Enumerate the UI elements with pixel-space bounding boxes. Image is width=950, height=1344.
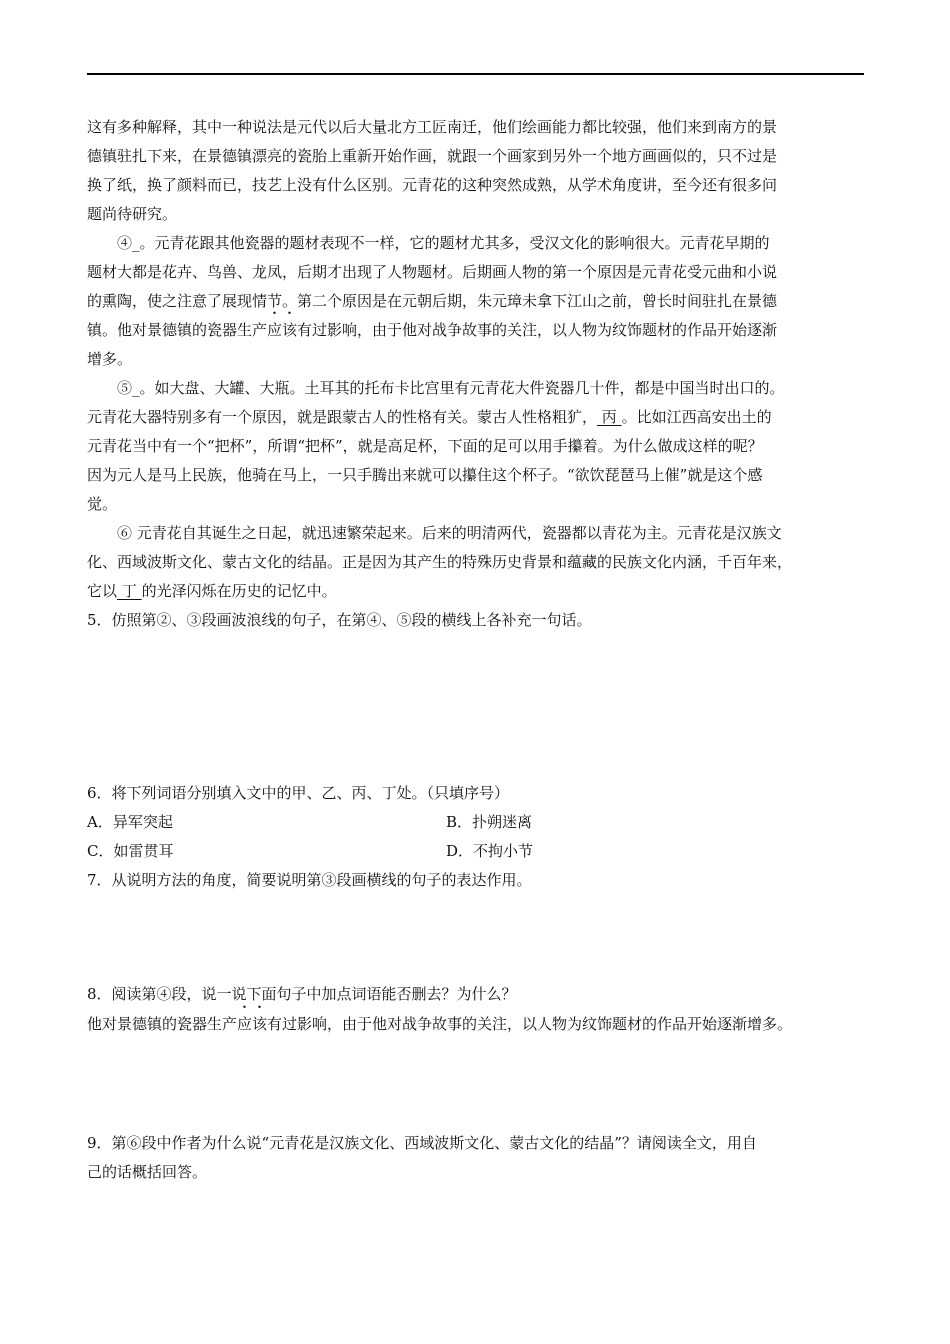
passage-line [87, 320, 777, 340]
dotted-word-char: 该 [252, 1015, 268, 1033]
option-c: C．如雷贯耳 [87, 842, 174, 860]
paragraph-4-first-line [117, 233, 770, 253]
fill-blank: _ [132, 234, 140, 252]
question-9: 9．第⑥段中作者为什么说“元青花是汉族文化、西域波斯文化、蒙古文化的结晶”？请阅读全文，用自 [87, 1134, 757, 1152]
passage-line: 德镇驻扎下来，在景德镇漂亮的瓷胎上重新开始作画，就跟一个画家到另外一个地方画画似的，只不过是 [87, 147, 778, 165]
paragraph-number: ④ [117, 234, 133, 252]
question-5: 5．仿照第②、③段画波浪线的句子，在第④、⑤段的横线上各补充一句话。 [87, 611, 592, 629]
fill-blank: _ [132, 379, 140, 397]
dotted-word-char: 应 [267, 321, 283, 339]
passage-line: 元青花当中有一个“把杯”，所谓“把杯”，就是高足杯，下面的足可以用手攥着。为什么做成这样的呢？ [87, 437, 763, 455]
paragraph-number: ⑤ [117, 379, 133, 397]
blank-bing: 丙 [597, 408, 622, 426]
dotted-word-char: 该 [282, 321, 298, 339]
dotted-word-char: 应 [237, 1015, 253, 1033]
passage-text: 有过影响，由于他对战争故事的关注，以人物为纹饰题材的作品开始逐渐 [297, 321, 778, 339]
passage-line: 这有多种解释，其中一种说法是元代以后大量北方工匠南迁，他们绘画能力都比较强，他们来到南方的景 [87, 118, 778, 136]
passage-text: 。元青花跟其他瓷器的题材表现不一样，它的题材尤其多，受汉文化的影响很大。元青花早期的 [139, 234, 770, 252]
question-8: 8．阅读第④段，说一说下面句子中加点词语能否删去？为什么？ [87, 985, 517, 1003]
passage-text: 他对景德镇的瓷器生产 [87, 1015, 238, 1033]
passage-text: 的光泽闪烁在历史的记忆中。 [141, 582, 337, 600]
passage-text: 它以 [87, 582, 118, 600]
option-a: A．异军突起 [87, 813, 173, 831]
blank-ding: 丁 [117, 582, 142, 600]
passage-line: 觉。 [87, 495, 118, 513]
question-9-cont: 己的话概括回答。 [87, 1163, 208, 1181]
passage-text: 。比如江西高安出土的 [621, 408, 772, 426]
passage-line: 因为元人是马上民族，他骑在马上，一只手腾出来就可以攥住这个杯子。“欲饮琵琶马上催”就是这个感 [87, 466, 763, 484]
paragraph-5-first-line [117, 378, 785, 398]
question-7: 7．从说明方法的角度，简要说明第③段画横线的句子的表达作用。 [87, 871, 532, 889]
passage-line: 换了纸，换了颜料而已，技艺上没有什么区别。元青花的这种突然成熟，从学术角度讲，至今还有很多问 [87, 176, 778, 194]
passage-text: 镇。他对景德镇的瓷器生产 [87, 321, 268, 339]
passage-line: 题尚待研究。 [87, 205, 178, 223]
passage-text: 元青花大器特别多有一个原因，就是跟蒙古人的性格有关。蒙古人性格粗犷， [87, 408, 598, 426]
paragraph-6-first-line: ⑥ 元青花自其诞生之日起，就迅速繁荣起来。后来的明清两代，瓷器都以青花为主。元青花是汉族文 [117, 524, 782, 542]
option-b: B．扑朔迷离 [446, 813, 533, 831]
option-d: D．不拘小节 [446, 842, 534, 860]
passage-line: 化、西域波斯文化、蒙古文化的结晶。正是因为其产生的特殊历史背景和蕴藏的民族文化内涵，千百年来， [87, 553, 793, 571]
passage-text: 。如大盘、大罐、大瓶。土耳其的托布卡比宫里有元青花大件瓷器几十件，都是中国当时出口的。 [139, 379, 785, 397]
passage-line: 增多。 [87, 350, 133, 368]
passage-line: 的熏陶，使之注意了展现情节。第二个原因是在元朝后期，朱元璋未拿下江山之前，曾长时间驻扎在景德 [87, 292, 778, 310]
passage-text: 有过影响，由于他对战争故事的关注，以人物为纹饰题材的作品开始逐渐增多。 [267, 1015, 793, 1033]
header-rule [87, 73, 864, 75]
passage-line [87, 581, 337, 601]
passage-line [87, 407, 772, 427]
question-8-sentence [87, 1014, 792, 1034]
question-6: 6．将下列词语分别填入文中的甲、乙、丙、丁处。（只填序号） [87, 784, 510, 802]
passage-line: 题材大都是花卉、鸟兽、龙凤，后期才出现了人物题材。后期画人物的第一个原因是元青花受元曲和小说 [87, 263, 778, 281]
